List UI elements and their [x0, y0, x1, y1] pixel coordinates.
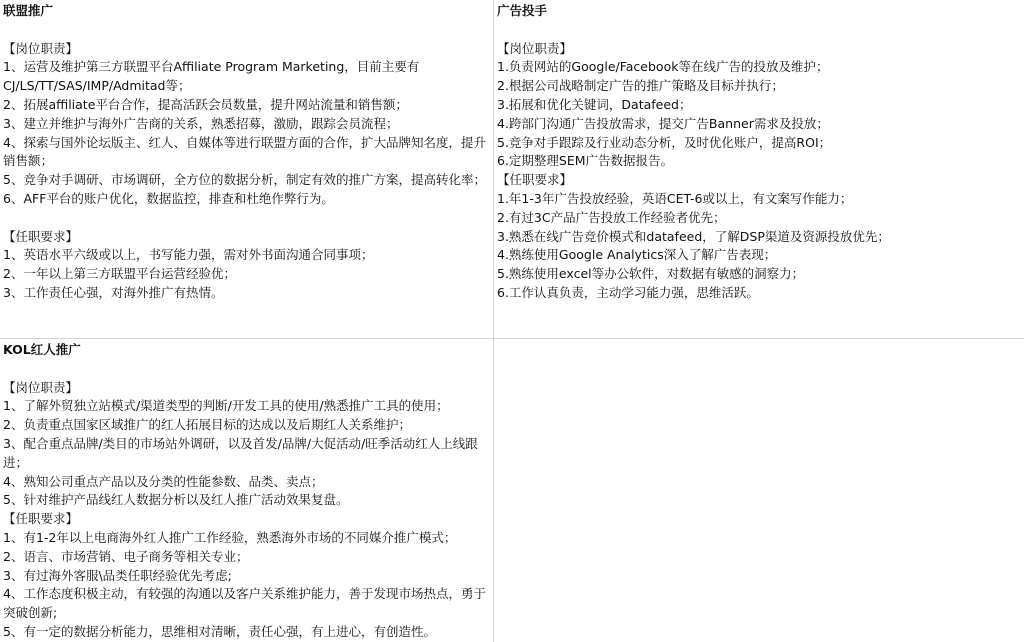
cell-affiliate [0, 0, 493, 338]
requirement-item: 5.熟练使用excel等办公软件，对数据有敏感的洞察力； [497, 266, 805, 282]
requirement-item: 1、有1-2年以上电商海外红人推广工作经验，熟悉海外市场的不同媒介推广模式； [3, 529, 457, 545]
duty-item: 5、竞争对手调研、市场调研，全方位的数据分析，制定有效的推广方案，提高转化率； [3, 172, 486, 188]
requirement-item: 4.熟练使用Google Analytics深入了解广告表现； [497, 247, 777, 263]
duty-item: 3、建立并维护与海外广告商的关系，熟悉招募，激励，跟踪会员流程； [3, 115, 399, 131]
requirement-item: 3、有过海外客服\品类任职经验优先考虑; [3, 567, 232, 583]
duty-item: 5、针对维护产品线红人数据分析以及红人推广活动效果复盘。 [3, 492, 349, 508]
requirement-header: 【任职要求】 [3, 511, 79, 527]
requirement-header: 【任职要求】 [3, 228, 79, 244]
section-title: 联盟推广 [3, 3, 54, 18]
cell-empty [494, 339, 1024, 642]
requirement-item: 1、英语水平六级或以上，书写能力强，需对外书面沟通合同事项； [3, 247, 374, 263]
requirement-header: 【任职要求】 [497, 172, 573, 188]
duty-header: 【岗位职责】 [497, 40, 573, 56]
requirement-item: 4、工作态度积极主动，有较强的沟通以及客户关系维护能力，善于发现市场热点，勇于突破创新; [3, 586, 486, 621]
duty-item: 4.跨部门沟通广告投放需求，提交广告Banner需求及投放； [497, 115, 829, 131]
requirement-item: 5、有一定的数据分析能力，思维相对清晰，责任心强，有上进心，有创造性。 [3, 623, 436, 639]
duty-item: 2、负责重点国家区域推广的红人拓展目标的达成以及后期红人关系维护； [3, 417, 411, 433]
duty-item: 6.定期整理SEM广告数据报告。 [497, 153, 674, 169]
duty-item: 1、运营及维护第三方联盟平台Affiliate Program Marketing，目前主要有CJ/LS/TT/SAS/IMP/Admitad等； [3, 59, 420, 94]
duty-header: 【岗位职责】 [3, 379, 79, 395]
cell-kol [0, 339, 493, 642]
duty-item: 4、熟知公司重点产品以及分类的性能参数、品类、卖点； [3, 473, 324, 489]
duty-item: 1、了解外贸独立站模式/渠道类型的判断/开发工具的使用/熟悉推广工具的使用； [3, 398, 449, 414]
cell-ads [494, 0, 1024, 338]
duty-item: 6、AFF平台的账户优化，数据监控，排查和杜绝作弊行为。 [3, 190, 334, 206]
duty-header: 【岗位职责】 [3, 40, 79, 56]
duty-item: 2、拓展affiliate平台合作，提高活跃会员数量，提升网站流量和销售额； [3, 96, 408, 112]
duty-item: 2.根据公司战略制定广告的推广策略及目标并执行； [497, 78, 784, 94]
requirement-item: 3.熟悉在线广告竞价模式和datafeed，了解DSP渠道及资源投放优先； [497, 228, 890, 244]
duty-item: 1.负责网站的Google/Facebook等在线广告的投放及维护； [497, 59, 829, 75]
section-title: 广告投手 [497, 3, 548, 18]
requirement-item: 1.年1-3年广告投放经验，英语CET-6或以上，有文案写作能力； [497, 190, 853, 206]
requirement-item: 2、语言、市场营销、电子商务等相关专业； [3, 548, 249, 564]
requirement-item: 3、工作责任心强，对海外推广有热情。 [3, 284, 224, 300]
duty-item: 4、探索与国外论坛版主、红人、自媒体等进行联盟方面的合作，扩大品牌知名度，提升销售额； [3, 134, 486, 169]
requirement-item: 6.工作认真负责，主动学习能力强，思维活跃。 [497, 284, 759, 300]
duty-item: 5.竞争对手跟踪及行业动态分析，及时优化账户，提高ROI； [497, 134, 832, 150]
requirement-item: 2.有过3C产品广告投放工作经验者优先； [497, 209, 726, 225]
duty-item: 3、配合重点品牌/类目的市场站外调研，以及首发/品牌/大促活动/旺季活动红人上线跟进； [3, 435, 478, 470]
duty-item: 3.拓展和优化关键词，Datafeed； [497, 96, 692, 112]
section-title: KOL红人推广 [3, 342, 81, 357]
requirement-item: 2、一年以上第三方联盟平台运营经验优； [3, 266, 236, 282]
